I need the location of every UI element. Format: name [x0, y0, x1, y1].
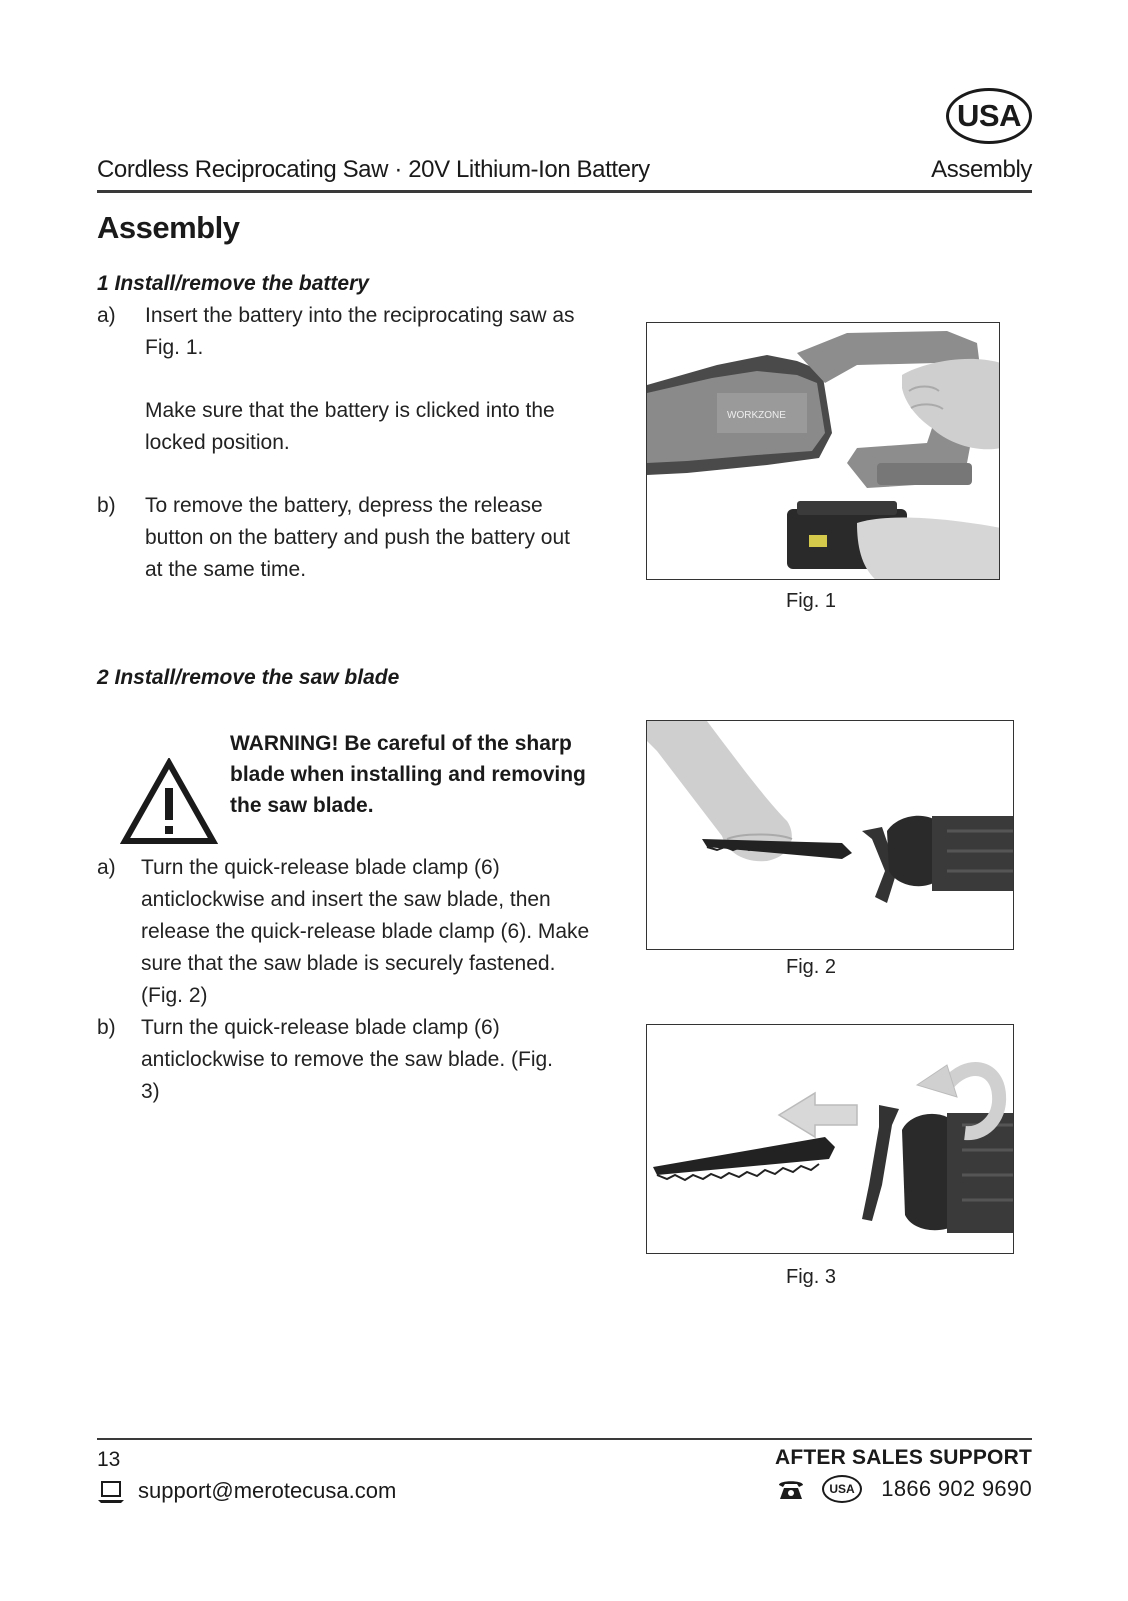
figure-3-image [646, 1024, 1014, 1254]
figure-caption: Fig. 1 [786, 590, 837, 612]
saw-battery-illustration [647, 323, 1000, 580]
instruction-text: Turn the quick-release blade clamp (6) anticlockwise and insert the saw blade, then release the quick-release blade clamp (6). Make sure that the saw blade is securely fastened. (Fig. 2) [141, 856, 590, 1007]
figure-1-image [646, 322, 1000, 580]
blade-remove-illustration [647, 1025, 1014, 1254]
blade-insert-illustration [647, 721, 1014, 950]
page-title: Assembly [97, 210, 240, 245]
warning-triangle-icon [120, 758, 218, 846]
warning-text: WARNING! Be careful of the sharp blade when installing and removing the saw blade. [230, 732, 586, 817]
section-heading-battery: 1 Install/remove the battery [97, 272, 369, 295]
figure-caption: Fig. 2 [786, 956, 837, 978]
instruction-text: Turn the quick-release blade clamp (6) anticlockwise to remove the saw blade. (Fig. 3) [141, 1016, 554, 1103]
list-marker: a) [97, 304, 116, 327]
instruction-text: Make sure that the battery is clicked into the locked position. [145, 399, 555, 454]
footer-divider [97, 1438, 1032, 1440]
support-email-link[interactable]: support@merotecusa.com [138, 1478, 397, 1503]
header-divider [97, 190, 1032, 193]
list-marker: b) [97, 1016, 116, 1039]
laptop-icon [97, 1480, 125, 1504]
after-sales-support-title: AFTER SALES SUPPORT [775, 1446, 1032, 1469]
telephone-icon [776, 1477, 806, 1501]
brand-label: WORKZONE [727, 410, 786, 421]
list-marker: a) [97, 856, 116, 879]
figure-caption: Fig. 3 [786, 1266, 837, 1288]
figure-2-image [646, 720, 1014, 950]
support-phone-number[interactable]: 1866 902 9690 [881, 1476, 1032, 1501]
page-number: 13 [97, 1448, 121, 1471]
usa-mini-badge: USA [822, 1475, 862, 1503]
instruction-text: Insert the battery into the reciprocating saw as Fig. 1. [145, 304, 575, 359]
instruction-text: To remove the battery, depress the release button on the battery and push the battery out at the same time. [145, 494, 570, 581]
header-section: Assembly [931, 156, 1032, 183]
list-marker: b) [97, 494, 116, 517]
section-heading-blade: 2 Install/remove the saw blade [97, 666, 400, 689]
usa-badge: USA [946, 88, 1032, 144]
header-title: Cordless Reciprocating Saw · 20V Lithium-Ion Battery [97, 156, 650, 183]
